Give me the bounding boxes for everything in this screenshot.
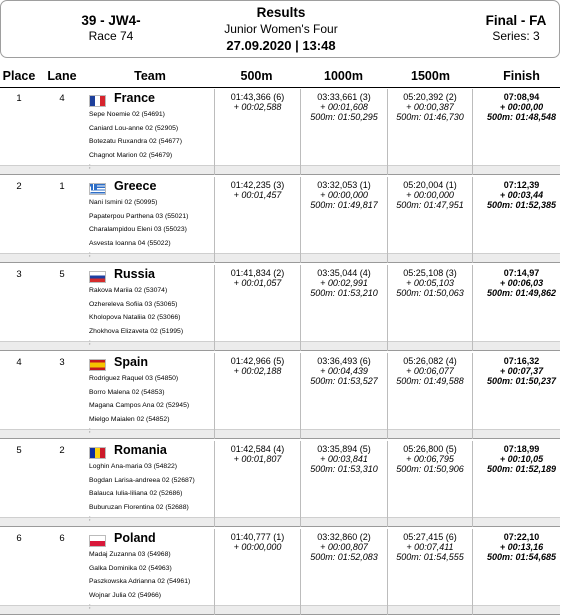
split-500m [214,356,301,376]
split-time: 03:32,860 (2) [317,532,371,542]
split-time: 03:35,894 (5) [317,444,371,454]
place-cell: 4 [16,357,22,368]
split-time: 01:42,584 (4) [230,444,285,454]
finish-pace: 500m: 01:48,548 [486,112,557,122]
results-header [0,0,560,58]
rower-name: Botezatu Ruxandra 02 (54677) [89,138,182,145]
semicolon: ; [89,340,91,346]
semicolon: ; [89,428,91,434]
finish-pace: 500m: 01:54,685 [486,552,557,562]
finish-delta: + 00:13,16 [499,542,544,552]
rower-name: Buburuzan Florentina 02 (52688) [89,503,189,511]
title-block [181,5,381,53]
split-delta: + 00:04,439 [320,366,368,376]
split-pace: 500m: 01:50,295 [310,112,378,122]
split-delta: + 00:06,077 [406,366,454,376]
rower-name: Madaj Zuzanna 03 (54968) [89,551,171,558]
rower-name: Rodriguez Raquel 03 (54850) [89,375,179,382]
split-time: 01:41,834 (2) [230,268,285,278]
split-time: 03:32,053 (1) [317,180,371,190]
column-1500m: 1500m [411,69,450,83]
country-name: Poland [114,531,156,545]
rower-name: Paszkowska Adrianna 02 (54961) [89,578,191,585]
page-title: Results [256,5,306,20]
split-time: 05:27,415 (6) [403,532,457,542]
finish-time: 07:22,10 [503,532,540,542]
france-flag-icon [89,95,106,107]
finish-cell [483,356,560,386]
country-name: Greece [114,179,157,193]
rower-name: Sepe Noemie 02 (54691) [89,111,165,118]
split-1000m [301,268,387,298]
place-cell: 3 [16,269,22,280]
split-1500m [387,532,473,562]
table-row [0,529,560,615]
split-delta: + 00:05,103 [406,278,454,288]
lane-cell: 1 [59,181,65,192]
finish-delta: + 00:10,05 [499,454,544,464]
split-pace: 500m: 01:50,906 [396,464,464,474]
split-delta: + 00:03,841 [320,454,368,464]
rower-name: Mielgo Maialen 02 (54852) [89,415,170,423]
finish-cell [483,444,560,474]
split-500m [214,180,301,200]
split-delta: + 00:07,411 [406,542,454,552]
split-time: 05:25,108 (3) [403,268,457,278]
rower-name: Balauca Iulia-liliana 02 (52686) [89,490,183,497]
place-cell: 5 [16,445,22,456]
table-row [0,353,560,439]
spain-flag-icon [89,359,106,371]
event-name: Junior Women's Four [224,22,338,36]
place-cell: 6 [16,533,22,544]
split-1000m [301,356,387,386]
rower-name: Asvesta Ioanna 04 (55022) [89,239,171,247]
finish-pace: 500m: 01:52,385 [486,200,557,210]
country-name: Russia [114,267,155,281]
rower-name: Caniard Lou-anne 02 (52905) [89,124,179,132]
finish-time: 07:14,97 [503,268,540,278]
finish-cell [483,92,560,122]
finish-time: 07:16,32 [503,356,540,366]
split-time: 01:42,235 (3) [230,180,285,190]
rower-name: Papaterpou Parthena 03 (55021) [89,212,189,220]
rower-name: Loghin Ana-maria 03 (54822) [89,463,178,470]
finish-pace: 500m: 01:52,189 [486,464,557,474]
rower-name: Wojnar Julia 02 (54966) [89,591,162,599]
column-finish: Finish [503,69,540,83]
split-delta: + 00:01,807 [233,454,282,464]
split-pace: 500m: 01:54,555 [396,552,464,562]
rower-name: Kholopova Nataliia 02 (53066) [89,314,181,321]
place-cell: 2 [16,181,22,192]
column-place: Place [2,69,36,83]
column-500m: 500m [240,69,273,83]
split-1500m [387,268,473,298]
split-time: 05:26,800 (5) [403,444,457,454]
split-pace: 500m: 01:52,083 [310,552,378,562]
event-code: 39 - JW4- [81,13,141,28]
split-time: 01:43,366 (6) [230,92,285,102]
rower-name: Chagnot Marion 02 (54679) [89,151,173,159]
column-lane: Lane [47,69,77,83]
split-time: 01:40,777 (1) [230,532,285,542]
series-label: Series: 3 [492,29,540,43]
split-1500m [387,180,473,210]
lane-cell: 2 [59,445,65,456]
greece-flag-icon [89,183,106,195]
split-pace: 500m: 01:49,588 [396,376,464,386]
split-500m [214,532,301,552]
split-delta: + 00:06,795 [406,454,454,464]
split-delta: + 00:00,807 [320,542,368,552]
split-delta: + 00:00,000 [320,190,368,200]
finish-time: 07:08,94 [503,92,540,102]
split-1500m [387,356,473,386]
split-time: 03:35,044 (4) [317,268,371,278]
race-number: Race 74 [88,29,134,43]
country-name: Spain [114,355,149,369]
rower-name: Ozhereleva Sofiia 03 (53065) [89,300,178,308]
split-time: 03:36,493 (6) [317,356,371,366]
semicolon: ; [89,516,91,522]
column-team: Team [134,69,166,83]
column-header-row [0,66,560,88]
phase-label: Final - FA [485,13,547,28]
russia-flag-icon [89,271,106,283]
split-pace: 500m: 01:53,527 [310,376,378,386]
finish-delta: + 00:00,00 [499,102,544,112]
finish-delta: + 00:07,37 [499,366,544,376]
finish-pace: 500m: 01:50,237 [486,376,557,386]
split-time: 03:33,661 (3) [317,92,371,102]
semicolon: ; [89,604,91,610]
split-pace: 500m: 01:47,951 [396,200,464,210]
semicolon: ; [89,164,91,170]
semicolon: ; [89,252,91,258]
event-datetime: 27.09.2020 | 13:48 [226,38,336,53]
split-delta: + 00:00,000 [406,190,454,200]
split-pace: 500m: 01:46,730 [396,112,464,122]
split-delta: + 00:00,387 [406,102,454,112]
rower-name: Magana Campos Ana 02 (52945) [89,402,190,409]
split-delta: + 00:01,608 [320,102,368,112]
rower-name: Nani Ismini 02 (50995) [89,199,158,206]
split-1000m [301,180,387,210]
table-row [0,89,560,175]
finish-delta: + 00:03,44 [499,190,544,200]
rower-name: Zhokhova Elizaveta 02 (51995) [89,327,184,335]
finish-time: 07:12,39 [503,180,540,190]
table-row [0,441,560,527]
split-delta: + 00:02,188 [233,366,282,376]
place-cell: 1 [16,93,22,104]
split-500m [214,444,301,464]
split-pace: 500m: 01:53,210 [310,288,378,298]
split-delta: + 00:01,057 [233,278,282,288]
event-code-block [61,13,161,43]
split-time: 05:20,392 (2) [403,92,457,102]
lane-cell: 6 [59,533,65,544]
country-name: France [114,91,155,105]
rower-name: Borro Malena 02 (54853) [89,388,165,396]
split-1500m [387,92,473,122]
split-pace: 500m: 01:49,817 [310,200,378,210]
column-1000m: 1000m [324,69,363,83]
table-row [0,177,560,263]
split-1000m [301,444,387,474]
split-500m [214,268,301,288]
romania-flag-icon [89,447,106,459]
finish-time: 07:18,99 [503,444,540,454]
finish-pace: 500m: 01:49,862 [486,288,557,298]
split-500m [214,92,301,112]
split-delta: + 00:02,588 [233,102,282,112]
finish-cell [483,532,560,562]
split-pace: 500m: 01:53,310 [310,464,378,474]
split-1000m [301,92,387,122]
split-delta: + 00:02,991 [320,278,368,288]
split-1000m [301,532,387,562]
rower-name: Galka Dominika 02 (54963) [89,564,172,572]
rower-name: Bogdan Larisa-andreea 02 (52687) [89,476,195,484]
rower-name: Rakova Mariia 02 (53074) [89,287,168,294]
lane-cell: 4 [59,93,65,104]
finish-cell [483,268,560,298]
split-delta: + 00:01,457 [233,190,282,200]
country-name: Romania [114,443,167,457]
phase-block [471,13,561,43]
lane-cell: 3 [59,357,65,368]
rower-name: Charalampidou Eleni 03 (55023) [89,226,187,233]
table-row [0,265,560,351]
lane-cell: 5 [59,269,65,280]
finish-cell [483,180,560,210]
split-time: 01:42,966 (5) [230,356,285,366]
poland-flag-icon [89,535,106,547]
split-time: 05:20,004 (1) [403,180,457,190]
split-time: 05:26,082 (4) [403,356,457,366]
split-1500m [387,444,473,474]
split-delta: + 00:00,000 [233,542,282,552]
finish-delta: + 00:06,03 [499,278,544,288]
split-pace: 500m: 01:50,063 [396,288,464,298]
